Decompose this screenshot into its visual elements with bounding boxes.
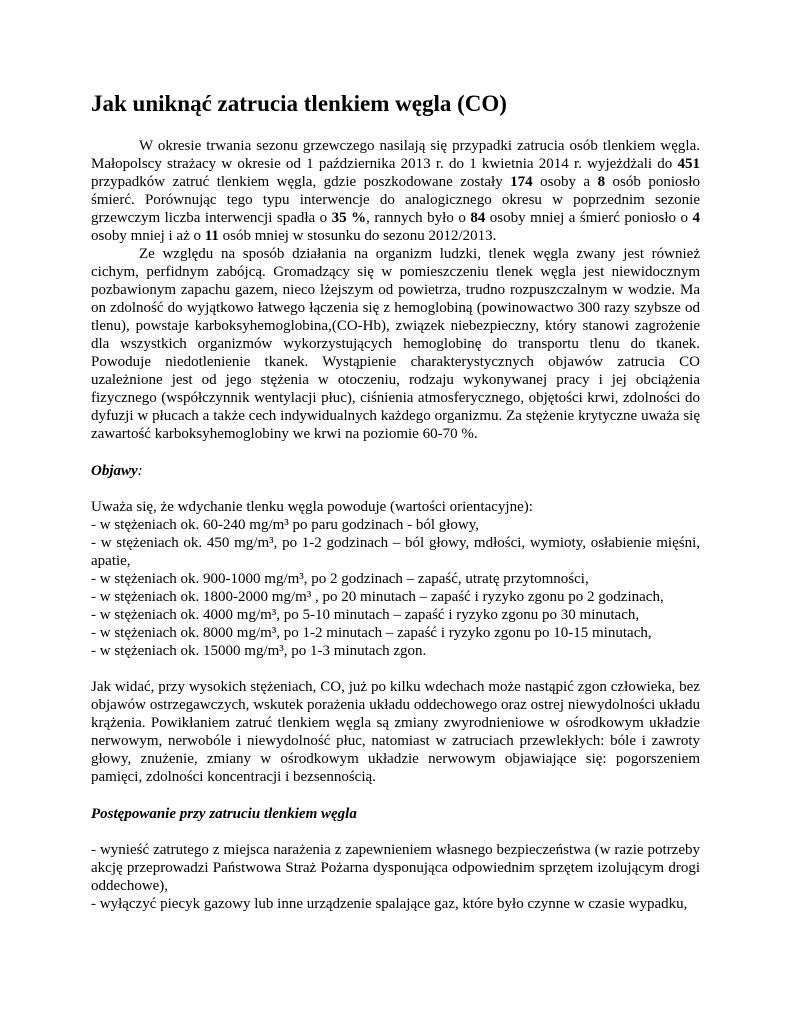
text-run: przypadków zatruć tlenkiem węgla, gdzie poszkodowane zostały	[91, 174, 511, 190]
text-run: osoby a	[532, 174, 598, 190]
spacer	[91, 480, 700, 498]
stat-deaths: 8	[597, 174, 606, 190]
page-title: Jak uniknąć zatrucia tlenkiem węgla (CO)	[91, 91, 507, 116]
spacer	[91, 823, 700, 841]
procedure-item: - wyłączyć piecyk gazowy lub inne urządzenie spalające gaz, które było czynne w czasie wypadku,	[91, 896, 688, 912]
text-run: osób mniej w stosunku do sezonu 2012/2013.	[218, 228, 497, 244]
symptom-item: - w stężeniach ok. 450 mg/m³, po 1-2 godzinach – ból głowy, mdłości, wymioty, osłabienie mięśni, apatie,	[91, 535, 700, 569]
stat-deaths-less: 4	[692, 210, 701, 226]
symptom-item: - w stężeniach ok. 900-1000 mg/m³, po 2 godzinach – zapaść, utratę przytomności,	[91, 571, 589, 587]
symptom-item: - w stężeniach ok. 8000 mg/m³, po 1-2 minutach – zapaść i ryzyko zgonu po 10-15 minutach,	[91, 625, 652, 641]
document-page	[91, 90, 700, 913]
procedure-item: - wynieść zatrutego z miejsca narażenia z zapewnieniem własnego bezpieczeństwa (w razie potrzeby akcję przeprowadzi Państwowa Straż Pożarna dysponująca odpowiednim sprzętem izolującym drogi oddechowe),	[91, 842, 700, 894]
text-run: osoby mniej a śmierć poniosło o	[485, 210, 693, 226]
text-run: osób poniosło śmierć. Porównując tego typu interwencje do analogicznego okresu w poprzednim sezonie grzewczym liczba interwencji spadła o	[91, 174, 700, 226]
stat-drop-percent: 35 %	[331, 210, 367, 226]
text-run: , rannych było o	[366, 210, 471, 226]
stat-interventions: 451	[677, 156, 700, 172]
text-run: W okresie trwania sezonu grzewczego nasilają się przypadki zatrucia osób tlenkiem węgla. Małopolscy strażacy w okresie od 1 października 2013 r. do 1 kwietnia 2014 r. wyjeżdżali do	[91, 138, 700, 172]
spacer	[91, 660, 700, 678]
symptoms-heading-text: Objawy	[91, 463, 138, 479]
procedure-list	[91, 841, 700, 913]
symptom-item: - w stężeniach ok. 4000 mg/m³, po 5-10 minutach – zapaść i ryzyko zgonu po 30 minutach,	[91, 607, 640, 623]
symptoms-heading	[91, 462, 700, 480]
intro-paragraph-1	[91, 137, 700, 245]
symptoms-list	[91, 516, 700, 660]
procedure-heading: Postępowanie przy zatruciu tlenkiem węgla	[91, 806, 357, 822]
symptoms-lead: Uważa się, że wdychanie tlenku węgla powoduje (wartości orientacyjne):	[91, 499, 533, 515]
text-run: osoby mniej i aż o	[91, 228, 205, 244]
stat-deaths-less-total: 11	[204, 228, 219, 244]
symptom-item: - w stężeniach ok. 1800-2000 mg/m³ , po 20 minutach – zapaść i ryzyko zgonu po 2 godzinach,	[91, 589, 664, 605]
symptoms-after-paragraph: Jak widać, przy wysokich stężeniach, CO, już po kilku wdechach może nastąpić zgon człowieka, bez objawów ostrzegawczych, wskutek porażenia układu oddechowego oraz ostrej niewydolności układu krążenia. Powikłaniem zatruć tlenkiem węgla są zmiany zwyrodnieniowe w ośrodkowym układzie nerwowym, nerwobóle i niewydolność płuc, natomiast w zatruciach przewlekłych: bóle i zawroty głowy, znużenie, zmiany w ośrodkowym układzie nerwowym objawiające się: pogorszeniem pamięci, zdolności koncentracji i bezsennością.	[91, 679, 700, 785]
symptoms-heading-colon: :	[137, 463, 143, 479]
stat-injured: 174	[510, 174, 533, 190]
intro-paragraph-2: Ze względu na sposób działania na organizm ludzki, tlenek węgla zwany jest również cichym, perfidnym zabójcą. Gromadzący się w pomieszczeniu tlenek węgla jest niewidocznym pozbawionym zapachu gazem, nieco lżejszym od powietrza, trudno rozpuszczalnym w wodzie. Ma on zdolność do wyjątkowo łatwego łączenia się z hemoglobiną (powinowactwo 300 razy szybsze od tlenu), powstaje karboksyhemoglobina,(CO-Hb), związek niebezpieczny, który stanowi zagrożenie dla wszystkich organizmów wykorzystujących hemoglobinę do transportu tlenu do tkanek. Powoduje niedotlenienie tkanek. Wystąpienie charakterystycznych objawów zatrucia CO uzależnione jest od jego stężenia w otoczeniu, rodzaju wykonywanej pracy i jej obciążenia fizycznego (współczynnik wentylacji płuc), ciśnienia atmosferycznego, objętości krwi, zdolności do dyfuzji w płucach a także cech indywidualnych każdego organizmu. Za stężenie krytyczne uważa się zawartość karboksyhemoglobiny we krwi na poziomie 60-70 %.	[91, 246, 700, 442]
symptom-item: - w stężeniach ok. 60-240 mg/m³ po paru godzinach - ból głowy,	[91, 517, 480, 533]
symptom-item: - w stężeniach ok. 15000 mg/m³, po 1-3 minutach zgon.	[91, 643, 427, 659]
stat-injured-less: 84	[470, 210, 486, 226]
